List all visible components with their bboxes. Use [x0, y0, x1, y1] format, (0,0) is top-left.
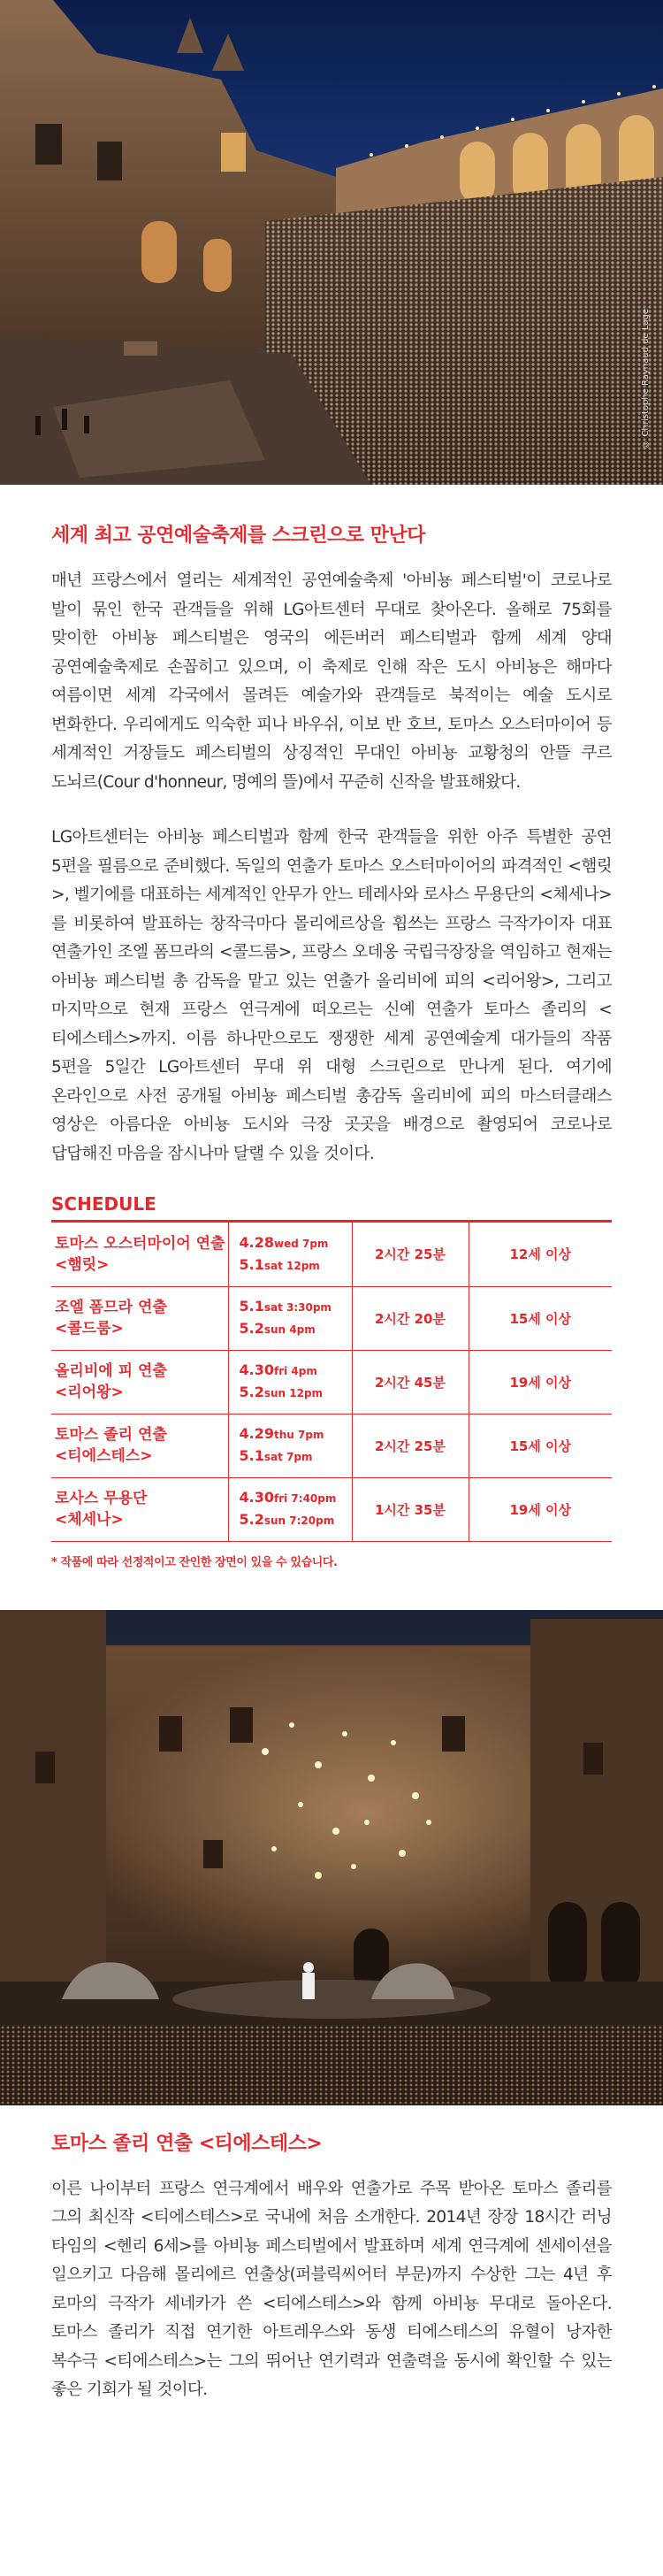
photo-credit: © Christophe Raynaud de Lage	[641, 309, 651, 449]
duration-cell: 2시간 20분	[352, 1286, 469, 1350]
screening-date: 5.2sun 7:20pm	[239, 1511, 335, 1528]
section-heading: 세계 최고 공연예술축제를 스크린으로 만난다	[51, 525, 425, 547]
section-heading: 토마스 졸리 연출 <티에스테스>	[51, 2132, 323, 2155]
festival-intro-section	[0, 485, 663, 1169]
screening-date: 4.28wed 7pm	[239, 1233, 329, 1251]
duration-cell: 2시간 45분	[352, 1350, 469, 1414]
work-title: <햄릿>	[55, 1255, 110, 1274]
age-rating-cell: 15세 이상	[469, 1414, 612, 1477]
work-title: <티에스테스>	[55, 1447, 153, 1465]
dates-cell	[228, 1350, 352, 1414]
director-name: 토마스 졸리 연출	[55, 1426, 167, 1444]
thyestes-performance-photo	[0, 1610, 663, 2105]
screening-date: 5.2sun 4pm	[239, 1320, 316, 1337]
courtyard-illustration	[0, 0, 663, 485]
content-warning-note: * 작품에 따라 선정적이고 잔인한 장면이 있을 수 있습니다.	[51, 1555, 338, 1569]
work-title: <체세나>	[55, 1511, 124, 1529]
screening-date: 5.2sun 12pm	[239, 1384, 324, 1400]
schedule-table	[51, 1223, 612, 1542]
dates-cell	[228, 1414, 352, 1477]
work-title: <리어왕>	[55, 1384, 124, 1401]
director-name: 올리비에 피 연출	[55, 1362, 167, 1380]
intro-paragraph-2: LG아트센터는 아비뇽 페스티벌과 함께 한국 관객들을 위한 아주 특별한 공연 5편을 필름으로 준비했다. 독일의 연출가 토마스 오스터마이어의 파격적인 <햄릿>, 벨기에를 대표하는 세계적인 안무가 안느 테레사와 로사스 무용단의 <체세나>를 비롯하여 발표하는 창작극마다 몰리에르상을 휩쓰는 프랑스 극작가이자 대표 연출가인 조엘 폼므라의 <콜드룸>, 프랑스 오데옹 국립극장장을 역임하고 현재는 아비뇽 페스티벌 총 감독을 맡고 있는 연출가 올리비에 피의 <리어왕>, 그리고 마지막으로 현재 프랑스 연극계에 떠오르는 신예 연출가 토마스 졸리의 <티에스테스>까지. 이름 하나만으로도 쟁쟁한 세계 공연예술계 대가들의 작품 5편을 5일간 LG아트센터 무대 위 대형 스크린으로 만나게 된다. 여기에 온라인으로 사전 공개될 아비뇽 페스티벌 총감독 올리비에 피의 마스터클래스 영상은 아름다운 아비뇽 도시와 극장 곳곳을 배경으로 촬영되어 코로나로 답답해진 마음을 잠시나마 달랠 수 있을 것이다.	[51, 828, 612, 1163]
screening-date: 4.30fri 7:40pm	[239, 1489, 337, 1506]
age-rating-cell: 19세 이상	[469, 1477, 612, 1541]
screening-date: 4.29thu 7pm	[239, 1425, 324, 1442]
duration-cell: 2시간 25분	[352, 1223, 469, 1286]
table-row	[51, 1286, 612, 1350]
duration-cell: 1시간 35분	[352, 1477, 469, 1541]
palace-facade-illustration	[0, 1610, 663, 2105]
director-name: 조엘 폼므라 연출	[55, 1299, 167, 1316]
screening-date: 5.1sat 3:30pm	[239, 1298, 332, 1315]
work-title: <콜드룸>	[55, 1320, 124, 1338]
screening-date: 4.30fri 4pm	[239, 1361, 317, 1378]
table-row	[51, 1350, 612, 1414]
director-name: 로사스 무용단	[55, 1490, 148, 1507]
age-rating-cell: 15세 이상	[469, 1286, 612, 1350]
thyestes-paragraph: 이른 나이부터 프랑스 연극계에서 배우와 연출가로 주목 받아온 토마스 졸리를 그의 최신작 <티에스테스>로 국내에 처음 소개한다. 2014년 장장 18시간 러닝 타임의 <헨리 6세>를 아비뇽 페스티벌에서 발표하며 세계 연극계에 센세이션을 일으키고 다음해 몰리에르 연출상(퍼블릭씨어터 부문)까지 수상한 그는 4년 후 로마의 극작가 세네카가 쓴 <티에스테스>와 함께 아비뇽 무대로 돌아온다. 토마스 졸리가 직접 연기한 아트레우스와 동생 티에스테스의 유혈이 낭자한 복수극 <티에스테스>는 그의 뛰어난 연기력과 연출력을 동시에 확인할 수 있는 좋은 기회가 될 것이다.	[51, 2179, 612, 2399]
duration-cell: 2시간 25분	[352, 1414, 469, 1477]
intro-paragraph-1: 매년 프랑스에서 열리는 세계적인 공연예술축제 '아비뇽 페스티벌'이 코로나로 발이 묶인 한국 관객들을 위해 LG아트센터 무대로 찾아온다. 올해로 75회를 맞이한 아비뇽 페스티벌은 영국의 에든버러 페스티벌과 함께 세계 양대 공연예술축제로 손꼽히고 있으며, 이 축제로 인해 작은 도시 아비뇽은 해마다 여름이면 세계 각국에서 몰려든 예술가와 관객들로 북적이는 예술 도시로 변화한다. 우리에게도 익숙한 피나 바우쉬, 이보 반 호브, 토마스 오스터마이어 등 세계적인 거장들도 페스티벌의 상징적인 무대인 아비뇽 교황청의 안뜰 쿠르 도뇌르(Cour d'honneur, 명예의 뜰)에서 꾸준히 신작을 발표해왔다.	[51, 571, 612, 792]
table-row	[51, 1414, 612, 1477]
age-rating-cell: 12세 이상	[469, 1223, 612, 1286]
director-name: 토마스 오스터마이어 연출	[55, 1234, 225, 1253]
table-row	[51, 1477, 612, 1541]
performance-cell	[51, 1477, 228, 1541]
performance-cell	[51, 1223, 228, 1286]
performance-cell	[51, 1414, 228, 1477]
table-row	[51, 1223, 612, 1286]
screening-date: 5.1sat 12pm	[239, 1255, 320, 1273]
schedule-section	[0, 1169, 663, 1569]
festival-courtyard-photo	[0, 0, 663, 485]
thyestes-section	[0, 2105, 663, 2441]
age-rating-cell: 19세 이상	[469, 1350, 612, 1414]
performance-cell	[51, 1350, 228, 1414]
schedule-title: SCHEDULE	[51, 1193, 612, 1223]
dates-cell	[228, 1477, 352, 1541]
dates-cell	[228, 1223, 352, 1286]
screening-date: 5.1sat 7pm	[239, 1447, 313, 1464]
performance-cell	[51, 1286, 228, 1350]
dates-cell	[228, 1286, 352, 1350]
